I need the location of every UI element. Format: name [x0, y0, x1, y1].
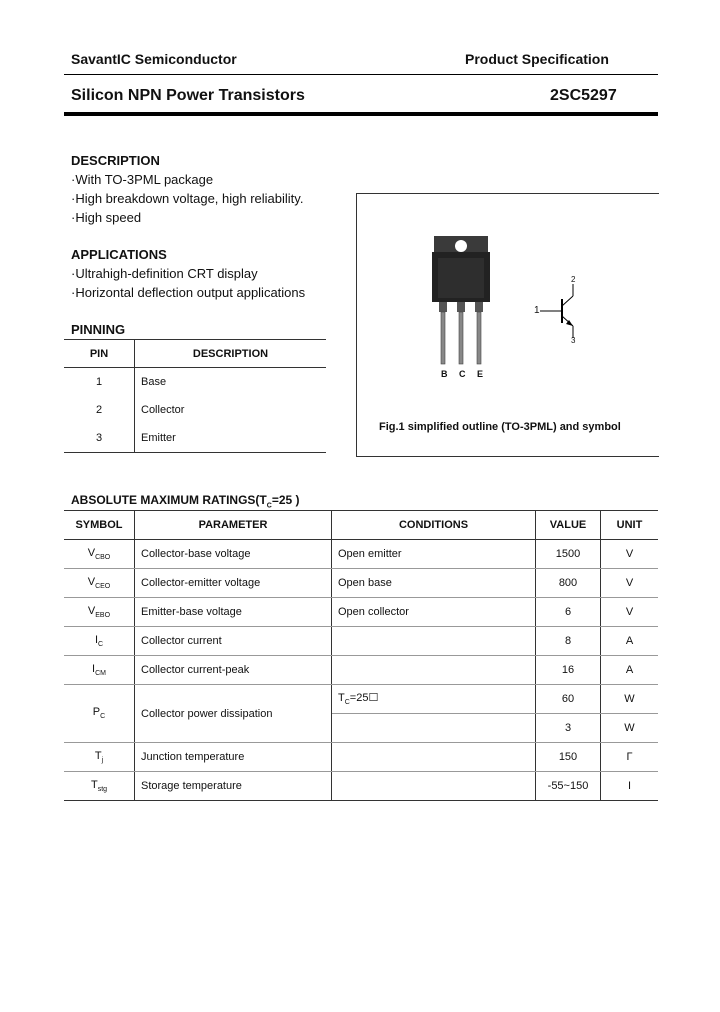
parameter-cell: Storage temperature	[135, 772, 332, 801]
symbol-cell: $I_{CM}$	[64, 656, 135, 685]
table-row	[64, 656, 658, 685]
parameter-cell: Collector-base voltage	[135, 540, 332, 569]
value-cell: 800	[536, 569, 601, 598]
symbol-cell: $I_C$	[64, 627, 135, 656]
table-row	[64, 685, 658, 714]
table-row	[64, 368, 326, 397]
unit-cell: A	[601, 627, 659, 656]
conditions-cell	[332, 772, 536, 801]
value-cell: 16	[536, 656, 601, 685]
conditions-cell: Open base	[332, 569, 536, 598]
product-line: Silicon NPN Power Transistors	[71, 87, 305, 104]
symbol-cell: $T_j$	[64, 743, 135, 772]
applications-title: APPLICATIONS	[71, 247, 167, 262]
conditions-cell	[332, 656, 536, 685]
pin-description-header: DESCRIPTION	[135, 340, 327, 368]
symbol-label-base: 1	[534, 305, 540, 316]
doc-type: Product Specification	[465, 51, 609, 67]
table-row	[64, 569, 658, 598]
company-name: SavantIC Semiconductor	[71, 51, 237, 67]
conditions-cell	[332, 627, 536, 656]
pin-header: PIN	[64, 340, 135, 368]
parameter-cell: Collector-emitter voltage	[135, 569, 332, 598]
parameter-cell: Collector power dissipation	[135, 685, 332, 743]
pin-number: 2	[64, 396, 135, 424]
symbol-cell: $P_C$	[64, 685, 135, 743]
parameter-header: PARAMETER	[135, 511, 332, 540]
parameter-cell: Collector current-peak	[135, 656, 332, 685]
unit-cell: V	[601, 569, 659, 598]
description-item: ·With TO-3PML package	[71, 172, 214, 187]
ratings-table	[64, 510, 658, 801]
conditions-cell: $T_C=25☐$	[332, 685, 536, 714]
symbol-cell: $V_{EBO}$	[64, 598, 135, 627]
part-number: 2SC5297	[550, 87, 617, 104]
description-item: ·High breakdown voltage, high reliability.	[71, 191, 304, 206]
value-cell: 1500	[536, 540, 601, 569]
unit-cell: W	[601, 685, 659, 714]
header-rule	[64, 74, 658, 75]
table-row	[64, 743, 658, 772]
table-row	[64, 540, 658, 569]
unit-cell: A	[601, 656, 659, 685]
value-cell: 8	[536, 627, 601, 656]
description-title: DESCRIPTION	[71, 153, 160, 168]
value-cell: 60	[536, 685, 601, 714]
symbol-cell: $V_{CEO}$	[64, 569, 135, 598]
symbol-cell: $T_{stg}$	[64, 772, 135, 801]
conditions-cell: Open emitter	[332, 540, 536, 569]
symbol-label-emitter: 3	[571, 336, 576, 345]
value-cell: 6	[536, 598, 601, 627]
symbol-cell: $V_{CBO}$	[64, 540, 135, 569]
lead-label-e: E	[477, 369, 484, 379]
table-row	[64, 424, 326, 453]
unit-header: UNIT	[601, 511, 659, 540]
table-row	[64, 598, 658, 627]
symbol-header: SYMBOL	[64, 511, 135, 540]
parameter-cell: Collector current	[135, 627, 332, 656]
description-item: ·High speed	[71, 210, 142, 225]
value-header: VALUE	[536, 511, 601, 540]
pinning-title: PINNING	[71, 322, 126, 337]
npn-symbol-icon	[540, 284, 590, 340]
ratings-title: ABSOLUTE MAXIMUM $RATINGS(T_C=25$ )	[71, 493, 300, 510]
table-row	[64, 396, 326, 424]
application-item: ·Horizontal deflection output applications	[71, 285, 306, 300]
figure-caption: Fig.1 simplified outline (TO-3PML) and symbol	[379, 421, 621, 433]
unit-cell: W	[601, 714, 659, 743]
package-outline-image	[420, 232, 510, 382]
pin-description: Base	[141, 376, 167, 388]
pin-description: Collector	[141, 404, 185, 416]
parameter-cell: Emitter-base voltage	[135, 598, 332, 627]
value-cell: 3	[536, 714, 601, 743]
conditions-cell	[332, 714, 536, 743]
conditions-header: CONDITIONS	[332, 511, 536, 540]
symbol-label-collector: 2	[571, 275, 576, 284]
pin-number: 1	[64, 368, 135, 397]
lead-label-c: C	[459, 369, 466, 379]
pin-description: Emitter	[135, 424, 327, 453]
value-cell: -55~150	[536, 772, 601, 801]
pinning-table	[64, 339, 326, 453]
title-rule	[64, 112, 658, 116]
unit-cell: Γ	[601, 743, 659, 772]
lead-label-b: B	[441, 369, 448, 379]
unit-cell: V	[601, 598, 659, 627]
table-row	[64, 772, 658, 801]
parameter-cell: Junction temperature	[135, 743, 332, 772]
conditions-cell: Open collector	[332, 598, 536, 627]
table-row	[64, 627, 658, 656]
value-cell: 150	[536, 743, 601, 772]
pin-number: 3	[64, 424, 135, 453]
unit-cell: I	[601, 772, 659, 801]
unit-cell: V	[601, 540, 659, 569]
conditions-cell	[332, 743, 536, 772]
application-item: ·Ultrahigh-definition CRT display	[71, 266, 258, 281]
